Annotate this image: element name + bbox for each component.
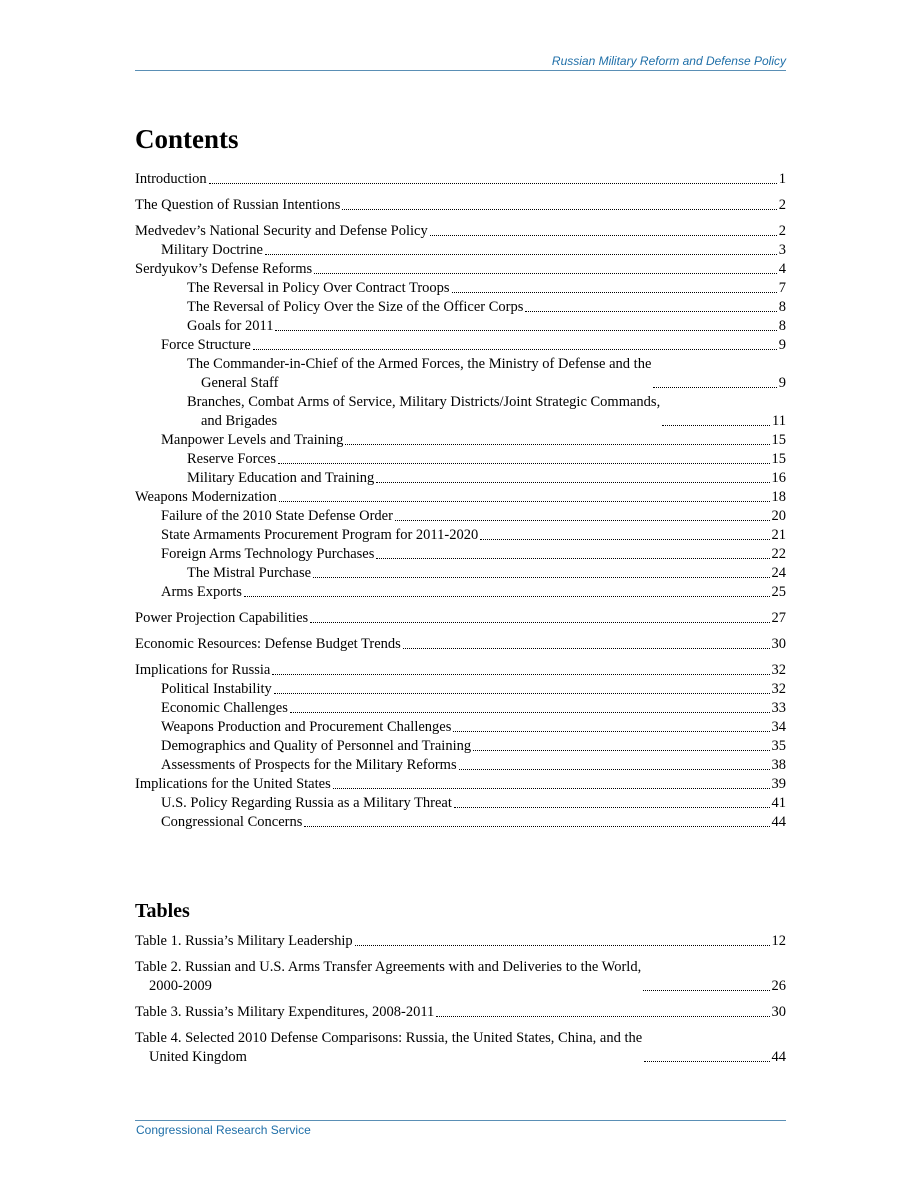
page-number: 12: [771, 933, 786, 949]
page-number: 15: [771, 432, 786, 448]
entry-title: U.S. Policy Regarding Russia as a Military Threat: [161, 795, 452, 811]
page-number: 8: [778, 299, 786, 315]
toc-entry[interactable]: [135, 507, 786, 526]
entry-title-block: [187, 393, 660, 431]
entry-title: Table 1. Russia’s Military Leadership: [135, 933, 353, 949]
page-number: 44: [771, 814, 786, 830]
footer-rule: [135, 1120, 786, 1121]
page-number: 2: [778, 223, 786, 239]
toc-entry[interactable]: [135, 609, 786, 628]
dot-leader: [403, 648, 770, 649]
entry-title-block: [135, 958, 641, 996]
page-number: 38: [771, 757, 786, 773]
page-number: 11: [772, 413, 786, 429]
entry-title: The Reversal of Policy Over the Size of the Officer Corps: [187, 299, 524, 315]
page-number: 35: [771, 738, 786, 754]
entry-title-continued: 2000-2009: [149, 978, 212, 994]
entry-title: Implications for Russia: [135, 662, 271, 678]
toc-entry[interactable]: [135, 317, 786, 336]
page-number: 27: [771, 610, 786, 626]
contents-title: Contents: [135, 124, 239, 154]
page-number: 30: [771, 636, 786, 652]
entry-title: Military Doctrine: [161, 242, 263, 258]
entry-title: Weapons Production and Procurement Challenges: [161, 719, 452, 735]
toc-entry[interactable]: [135, 794, 786, 813]
dot-leader: [662, 425, 770, 426]
entry-title: The Mistral Purchase: [187, 565, 312, 581]
running-head: Russian Military Reform and Defense Policy: [551, 54, 786, 68]
toc-entry[interactable]: [135, 488, 786, 507]
page-number: 44: [771, 1049, 786, 1065]
entry-title: Table 2. Russian and U.S. Arms Transfer Agreements with and Deliveries to the World,: [135, 959, 642, 975]
dot-leader: [459, 769, 770, 770]
toc-entry[interactable]: [135, 737, 786, 756]
page-number: 9: [778, 337, 786, 353]
dot-leader: [314, 273, 777, 274]
page-number: 4: [778, 261, 786, 277]
dot-leader: [653, 387, 776, 388]
dot-leader: [452, 292, 777, 293]
page-number: 18: [771, 489, 786, 505]
toc-entry[interactable]: [135, 260, 786, 279]
dot-leader: [275, 330, 776, 331]
entry-title-continued: and Brigades: [201, 413, 278, 429]
toc-entry[interactable]: [135, 431, 786, 450]
page-number: 3: [778, 242, 786, 258]
toc-entry[interactable]: [135, 279, 786, 298]
page-number: 15: [771, 451, 786, 467]
dot-leader: [342, 209, 776, 210]
dot-leader: [453, 731, 769, 732]
toc-entry[interactable]: [135, 222, 786, 241]
entry-title-continued: United Kingdom: [149, 1049, 247, 1065]
dot-leader: [272, 674, 769, 675]
header-rule: [135, 70, 786, 71]
toc-entry[interactable]: [135, 298, 786, 317]
entry-title: Table 4. Selected 2010 Defense Comparisons: Russia, the United States, China, and the: [135, 1030, 643, 1046]
entry-title: Manpower Levels and Training: [161, 432, 344, 448]
entry-title: Reserve Forces: [187, 451, 276, 467]
toc-entry[interactable]: [135, 718, 786, 737]
table-entry[interactable]: [135, 1029, 786, 1067]
entry-title: Failure of the 2010 State Defense Order: [161, 508, 393, 524]
dot-leader: [355, 945, 770, 946]
page-number: 34: [771, 719, 786, 735]
entry-title: Congressional Concerns: [161, 814, 303, 830]
dot-leader: [525, 311, 776, 312]
toc-entry[interactable]: [135, 526, 786, 545]
toc-entry[interactable]: [135, 196, 786, 215]
dot-leader: [310, 622, 769, 623]
entry-title: Demographics and Quality of Personnel and Training: [161, 738, 472, 754]
table-entry[interactable]: [135, 932, 786, 951]
toc-entry[interactable]: [135, 450, 786, 469]
dot-leader: [480, 539, 769, 540]
entry-title: The Reversal in Policy Over Contract Troops: [187, 280, 450, 296]
toc-entry[interactable]: [135, 756, 786, 775]
dot-leader: [304, 826, 769, 827]
entry-title: Foreign Arms Technology Purchases: [161, 546, 375, 562]
dot-leader: [278, 463, 770, 464]
page-number: 32: [771, 662, 786, 678]
page-number: 2: [778, 197, 786, 213]
entry-title: The Commander-in-Chief of the Armed Forces, the Ministry of Defense and the: [187, 356, 652, 372]
page-number: 22: [771, 546, 786, 562]
toc-entry[interactable]: [135, 564, 786, 583]
dot-leader: [274, 693, 770, 694]
footer: Congressional Research Service: [136, 1123, 311, 1137]
dot-leader: [209, 183, 777, 184]
entry-title: Assessments of Prospects for the Military Reforms: [161, 757, 457, 773]
toc-entry[interactable]: [135, 170, 786, 189]
page-number: 24: [771, 565, 786, 581]
page-number: 32: [771, 681, 786, 697]
dot-leader: [290, 712, 770, 713]
page-number: 26: [771, 978, 786, 994]
dot-leader: [313, 577, 769, 578]
list-of-tables: [135, 932, 786, 1067]
entry-title: Military Education and Training: [187, 470, 375, 486]
page-number: 16: [771, 470, 786, 486]
entry-title: Weapons Modernization: [135, 489, 277, 505]
table-entry[interactable]: [135, 1003, 786, 1022]
page-number: 7: [778, 280, 786, 296]
entry-title: Arms Exports: [161, 584, 242, 600]
page-number: 25: [771, 584, 786, 600]
entry-title: Introduction: [135, 171, 207, 187]
entry-title: Economic Resources: Defense Budget Trends: [135, 636, 401, 652]
dot-leader: [454, 807, 770, 808]
page-number: 20: [771, 508, 786, 524]
toc-entry[interactable]: [135, 355, 786, 393]
page-number: 30: [771, 1004, 786, 1020]
page-number: 41: [771, 795, 786, 811]
toc-entry[interactable]: [135, 680, 786, 699]
entry-title: Branches, Combat Arms of Service, Military Districts/Joint Strategic Commands,: [187, 394, 661, 410]
entry-title: Economic Challenges: [161, 700, 288, 716]
toc-entry[interactable]: [135, 545, 786, 564]
dot-leader: [279, 501, 770, 502]
dot-leader: [430, 235, 777, 236]
entry-title: Implications for the United States: [135, 776, 331, 792]
dot-leader: [376, 482, 769, 483]
toc-entry[interactable]: [135, 635, 786, 654]
toc-entry[interactable]: [135, 583, 786, 602]
dot-leader: [436, 1016, 769, 1017]
entry-title-block: [135, 1029, 642, 1067]
page-number: 21: [771, 527, 786, 543]
entry-title: State Armaments Procurement Program for 2011-2020: [161, 527, 479, 543]
toc-entry[interactable]: [135, 699, 786, 718]
entry-title-block: [187, 355, 651, 393]
dot-leader: [395, 520, 770, 521]
entry-title-continued: General Staff: [201, 375, 279, 391]
table-of-contents: [135, 170, 786, 832]
entry-title: Medvedev’s National Security and Defense Policy: [135, 223, 428, 239]
toc-entry[interactable]: [135, 469, 786, 488]
entry-title: Power Projection Capabilities: [135, 610, 309, 626]
dot-leader: [473, 750, 769, 751]
table-entry[interactable]: [135, 958, 786, 996]
entry-title: Table 3. Russia’s Military Expenditures, 2008-2011: [135, 1004, 435, 1020]
page-number: 9: [778, 375, 786, 391]
toc-entry[interactable]: [135, 393, 786, 431]
toc-entry[interactable]: [135, 775, 786, 794]
dot-leader: [265, 254, 777, 255]
dot-leader: [644, 1061, 769, 1062]
dot-leader: [643, 990, 769, 991]
page-number: 39: [771, 776, 786, 792]
toc-entry[interactable]: [135, 241, 786, 260]
entry-title: The Question of Russian Intentions: [135, 197, 341, 213]
page-number: 8: [778, 318, 786, 334]
dot-leader: [333, 788, 770, 789]
entry-title: Force Structure: [161, 337, 251, 353]
dot-leader: [345, 444, 769, 445]
entry-title: Goals for 2011: [187, 318, 274, 334]
toc-entry[interactable]: [135, 661, 786, 680]
entry-title: Political Instability: [161, 681, 272, 697]
entry-title: Serdyukov’s Defense Reforms: [135, 261, 313, 277]
page-number: 1: [778, 171, 786, 187]
dot-leader: [376, 558, 769, 559]
toc-entry[interactable]: [135, 336, 786, 355]
tables-title: Tables: [135, 900, 190, 922]
dot-leader: [253, 349, 777, 350]
page-number: 33: [771, 700, 786, 716]
toc-entry[interactable]: [135, 813, 786, 832]
dot-leader: [244, 596, 770, 597]
